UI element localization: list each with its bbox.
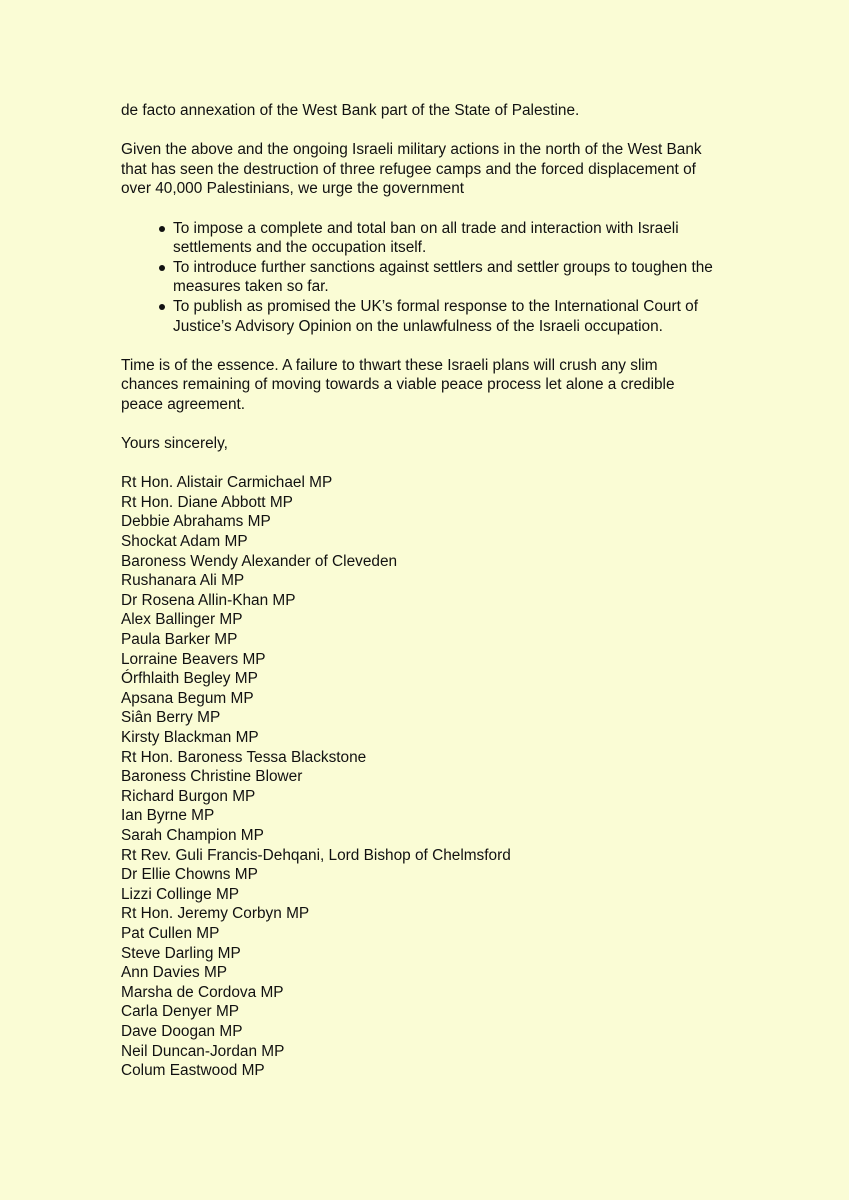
demand-text: To impose a complete and total ban on all trade and interaction with Israeli settlements and the occupation itself. — [173, 219, 679, 257]
demand-item — [173, 219, 741, 258]
signatory: Neil Duncan-Jordan MP — [121, 1042, 285, 1060]
demand-text: To publish as promised the UK’s formal response to the International Court of Justice’s Advisory Opinion on the unlawfulness of the Israeli occupation. — [173, 297, 698, 335]
signatory: Rt Rev. Guli Francis-Dehqani, Lord Bishop of Chelmsford — [121, 846, 511, 864]
signatory: Pat Cullen MP — [121, 924, 220, 942]
signatory: Ann Davies MP — [121, 964, 228, 982]
demands-list — [121, 219, 741, 337]
signatory: Rt Hon. Jeremy Corbyn MP — [121, 905, 310, 923]
signatories-list — [121, 473, 741, 1080]
signatory: Shockat Adam MP — [121, 533, 248, 551]
signatory: Debbie Abrahams MP — [121, 513, 271, 531]
paragraph-urge-government: Given the above and the ongoing Israeli military actions in the north of the West Bank that has seen the destruction of three refugee camps and the forced displacement of over 40,000 Palestinians, we urge the government — [121, 141, 702, 198]
signatory: Órfhlaith Begley MP — [121, 670, 258, 688]
letter-body — [121, 101, 741, 1081]
signatory: Paula Barker MP — [121, 631, 238, 649]
signatory: Baroness Christine Blower — [121, 768, 303, 786]
bullet-icon — [159, 265, 165, 271]
signatory: Rt Hon. Diane Abbott MP — [121, 493, 293, 511]
signatory: Lorraine Beavers MP — [121, 650, 266, 668]
signatory: Sarah Champion MP — [121, 826, 264, 844]
signatory: Rt Hon. Baroness Tessa Blackstone — [121, 748, 367, 766]
signatory: Richard Burgon MP — [121, 787, 256, 805]
sign-off: Yours sincerely, — [121, 435, 228, 453]
signatory: Colum Eastwood MP — [121, 1062, 265, 1080]
demand-item — [173, 297, 741, 336]
signatory: Dr Rosena Allin-Khan MP — [121, 591, 296, 609]
signatory: Carla Denyer MP — [121, 1003, 240, 1021]
signatory: Steve Darling MP — [121, 944, 241, 962]
bullet-icon — [159, 226, 165, 232]
signatory: Alex Ballinger MP — [121, 611, 243, 629]
signatory: Kirsty Blackman MP — [121, 729, 259, 746]
signatory: Siân Berry MP — [121, 709, 221, 727]
signatory: Rt Hon. Alistair Carmichael MP — [121, 474, 333, 492]
demand-text: To introduce further sanctions against settlers and settler groups to toughen the measures taken so far. — [173, 258, 713, 296]
signatory: Dr Ellie Chowns MP — [121, 866, 258, 884]
signatory: Baroness Wendy Alexander of Cleveden — [121, 552, 398, 570]
signatory: Lizzi Collinge MP — [121, 885, 240, 903]
signatory: Apsana Begum MP — [121, 689, 254, 707]
paragraph-time-of-essence: Time is of the essence. A failure to thwart these Israeli plans will crush any slim chances remaining of moving towards a viable peace process let alone a credible peace agreement. — [121, 356, 675, 413]
signatory: Rushanara Ali MP — [121, 572, 245, 590]
signatory: Dave Doogan MP — [121, 1022, 243, 1040]
demand-item — [173, 258, 741, 297]
bullet-icon — [159, 304, 165, 310]
signatory: Marsha de Cordova MP — [121, 983, 284, 1001]
opening-fragment: de facto annexation of the West Bank part of the State of Palestine. — [121, 102, 580, 119]
signatory: Ian Byrne MP — [121, 807, 215, 825]
